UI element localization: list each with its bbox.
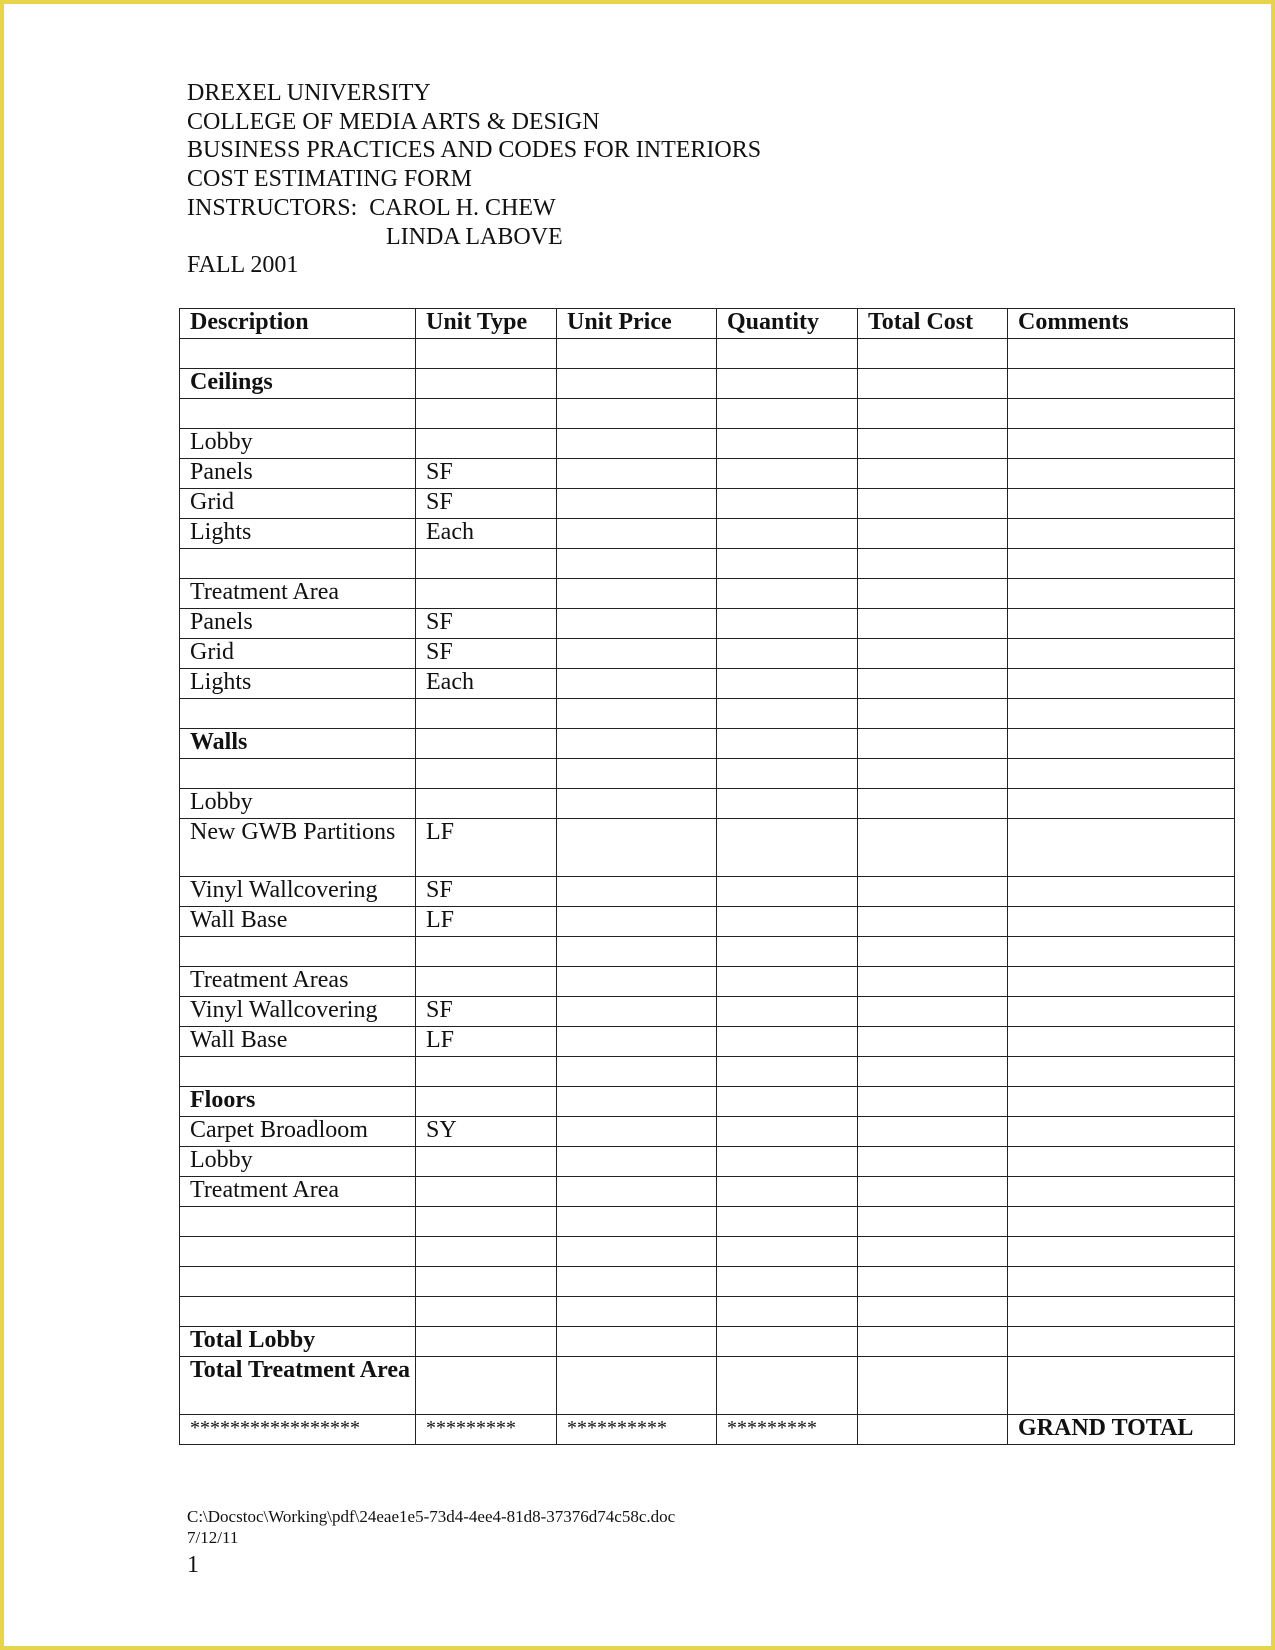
cell-description	[180, 1057, 416, 1087]
cell-description: Lobby	[180, 429, 416, 459]
cell-comments	[1008, 639, 1235, 669]
header-instructors: INSTRUCTORS: CAROL H. CHEW	[187, 194, 556, 221]
cost-estimating-table	[179, 308, 1235, 1445]
cell-unit-type	[416, 937, 557, 967]
cell-description: Panels	[180, 609, 416, 639]
column-header-unit-price: Unit Price	[557, 309, 717, 339]
table-row	[180, 399, 1235, 429]
table-row	[180, 669, 1235, 699]
cell-comments	[1008, 699, 1235, 729]
table-row	[180, 1207, 1235, 1237]
cell-comments	[1008, 1087, 1235, 1117]
cell-unit-price	[557, 639, 717, 669]
table-row	[180, 639, 1235, 669]
cell-unit-price	[557, 1087, 717, 1117]
cell-unit-price	[557, 1357, 717, 1415]
cell-description: Vinyl Wallcovering	[180, 997, 416, 1027]
cell-comments	[1008, 1147, 1235, 1177]
cell-quantity	[717, 489, 858, 519]
cell-comments	[1008, 729, 1235, 759]
cell-unit-price	[557, 1057, 717, 1087]
cell-total-cost	[858, 1117, 1008, 1147]
cell-unit-price	[557, 789, 717, 819]
cell-quantity	[717, 549, 858, 579]
table-row	[180, 1147, 1235, 1177]
cell-unit-price	[557, 967, 717, 997]
cell-unit-type: LF	[416, 1027, 557, 1057]
cell-unit-price	[557, 1237, 717, 1267]
cell-quantity	[717, 759, 858, 789]
table-row	[180, 489, 1235, 519]
header-university: DREXEL UNIVERSITY	[187, 80, 431, 106]
cell-unit-type	[416, 579, 557, 609]
cell-quantity	[717, 1057, 858, 1087]
cell-unit-price	[557, 877, 717, 907]
cell-unit-type	[416, 699, 557, 729]
cell-comments	[1008, 549, 1235, 579]
cell-unit-type	[416, 369, 557, 399]
cell-unit-type: SF	[416, 459, 557, 489]
cell-unit-price: **********	[557, 1415, 717, 1445]
cell-total-cost	[858, 1237, 1008, 1267]
cell-total-cost	[858, 549, 1008, 579]
cell-unit-type	[416, 967, 557, 997]
cell-unit-price	[557, 997, 717, 1027]
cell-unit-price	[557, 1297, 717, 1327]
cell-unit-type	[416, 1237, 557, 1267]
cell-description	[180, 937, 416, 967]
cell-unit-price	[557, 1267, 717, 1297]
cell-total-cost	[858, 459, 1008, 489]
table-row	[180, 997, 1235, 1027]
table-row	[180, 819, 1235, 877]
cell-total-cost	[858, 339, 1008, 369]
cell-comments	[1008, 1117, 1235, 1147]
cell-total-cost	[858, 1057, 1008, 1087]
table-row	[180, 1297, 1235, 1327]
cell-quantity	[717, 1267, 858, 1297]
cell-unit-type	[416, 429, 557, 459]
cell-unit-type: SY	[416, 1117, 557, 1147]
cell-quantity	[717, 907, 858, 937]
cell-quantity	[717, 1297, 858, 1327]
cell-unit-type: Each	[416, 669, 557, 699]
cell-description: Lobby	[180, 1147, 416, 1177]
cell-comments	[1008, 1327, 1235, 1357]
cell-unit-price	[557, 519, 717, 549]
cell-quantity	[717, 1327, 858, 1357]
cell-total-cost	[858, 1087, 1008, 1117]
cell-total-cost	[858, 907, 1008, 937]
cell-comments	[1008, 877, 1235, 907]
footer-date: 7/12/11	[187, 1528, 239, 1547]
cell-unit-type	[416, 1177, 557, 1207]
cell-quantity	[717, 1147, 858, 1177]
cell-unit-price	[557, 369, 717, 399]
cell-quantity	[717, 429, 858, 459]
cell-comments	[1008, 789, 1235, 819]
cell-total-cost	[858, 1177, 1008, 1207]
cell-unit-price	[557, 1117, 717, 1147]
cell-quantity	[717, 997, 858, 1027]
cell-unit-price	[557, 609, 717, 639]
cell-unit-type: LF	[416, 907, 557, 937]
cell-quantity: *********	[717, 1415, 858, 1445]
cell-description: Walls	[180, 729, 416, 759]
column-header-comments: Comments	[1008, 309, 1235, 339]
table-row	[180, 1177, 1235, 1207]
table-row	[180, 429, 1235, 459]
header-form-title: COST ESTIMATING FORM	[187, 166, 472, 193]
cell-total-cost	[858, 1415, 1008, 1445]
cell-description: Panels	[180, 459, 416, 489]
cell-description: New GWB Partitions	[180, 819, 416, 877]
cell-total-cost	[858, 699, 1008, 729]
cell-comments	[1008, 1267, 1235, 1297]
cell-unit-price	[557, 729, 717, 759]
cell-unit-type	[416, 549, 557, 579]
cell-quantity	[717, 1177, 858, 1207]
cell-unit-price	[557, 759, 717, 789]
cell-total-cost	[858, 1357, 1008, 1415]
cell-description	[180, 1297, 416, 1327]
cell-quantity	[717, 699, 858, 729]
cell-total-cost	[858, 489, 1008, 519]
table-row	[180, 1237, 1235, 1267]
cell-total-cost	[858, 369, 1008, 399]
cell-quantity	[717, 789, 858, 819]
cell-comments	[1008, 399, 1235, 429]
cell-unit-price	[557, 1207, 717, 1237]
cell-description	[180, 1237, 416, 1267]
cell-total-cost	[858, 399, 1008, 429]
cell-quantity	[717, 877, 858, 907]
cell-quantity	[717, 1207, 858, 1237]
table-row	[180, 1357, 1235, 1415]
cell-unit-type	[416, 759, 557, 789]
cell-unit-price	[557, 1027, 717, 1057]
cell-unit-type: SF	[416, 997, 557, 1027]
cell-description: Ceilings	[180, 369, 416, 399]
cell-comments	[1008, 1297, 1235, 1327]
cell-unit-price	[557, 937, 717, 967]
footer-file-path: C:\Docstoc\Working\pdf\24eae1e5-73d4-4ee4-81d8-37376d74c58c.doc	[187, 1507, 676, 1526]
cell-unit-price	[557, 819, 717, 877]
cell-unit-type	[416, 729, 557, 759]
cell-description	[180, 399, 416, 429]
cell-description: Vinyl Wallcovering	[180, 877, 416, 907]
cell-unit-type	[416, 399, 557, 429]
cell-quantity	[717, 339, 858, 369]
cell-description	[180, 549, 416, 579]
table-row	[180, 369, 1235, 399]
cell-grand-total-label: GRAND TOTAL	[1008, 1415, 1235, 1445]
table-row	[180, 759, 1235, 789]
cell-description: Grid	[180, 489, 416, 519]
cell-comments	[1008, 997, 1235, 1027]
table-row	[180, 459, 1235, 489]
cell-description: Treatment Area	[180, 579, 416, 609]
header-course: BUSINESS PRACTICES AND CODES FOR INTERIORS	[187, 137, 762, 164]
cell-quantity	[717, 369, 858, 399]
cell-comments	[1008, 519, 1235, 549]
cell-unit-price	[557, 1147, 717, 1177]
cell-quantity	[717, 459, 858, 489]
cell-unit-price	[557, 489, 717, 519]
cell-total-cost	[858, 609, 1008, 639]
cell-description: Total Treatment Area	[180, 1357, 416, 1415]
table-row	[180, 789, 1235, 819]
table-body	[180, 339, 1235, 1445]
cell-description: Floors	[180, 1087, 416, 1117]
cell-total-cost	[858, 789, 1008, 819]
table-row	[180, 967, 1235, 997]
header-instructor-2: LINDA LABOVE	[386, 223, 563, 250]
cell-unit-price	[557, 1177, 717, 1207]
header-term: FALL 2001	[187, 252, 299, 279]
cell-total-cost	[858, 967, 1008, 997]
cell-total-cost	[858, 639, 1008, 669]
cell-unit-type: *********	[416, 1415, 557, 1445]
cell-description: Lights	[180, 519, 416, 549]
table-row	[180, 1057, 1235, 1087]
cell-total-cost	[858, 819, 1008, 877]
table-row	[180, 1267, 1235, 1297]
cell-unit-type	[416, 1087, 557, 1117]
document-header	[187, 79, 761, 280]
table-row	[180, 907, 1235, 937]
cell-description	[180, 699, 416, 729]
table-row	[180, 877, 1235, 907]
cell-quantity	[717, 1117, 858, 1147]
document-footer	[187, 1506, 675, 1548]
cell-unit-type	[416, 339, 557, 369]
table-row	[180, 339, 1235, 369]
column-header-quantity: Quantity	[717, 309, 858, 339]
cell-unit-type	[416, 1327, 557, 1357]
cell-description	[180, 759, 416, 789]
cell-quantity	[717, 819, 858, 877]
cell-total-cost	[858, 1207, 1008, 1237]
cell-unit-price	[557, 669, 717, 699]
cell-unit-price	[557, 459, 717, 489]
cell-comments	[1008, 1057, 1235, 1087]
cell-unit-type: LF	[416, 819, 557, 877]
header-college: COLLEGE OF MEDIA ARTS & DESIGN	[187, 108, 600, 135]
cell-description: Treatment Area	[180, 1177, 416, 1207]
cell-total-cost	[858, 519, 1008, 549]
cell-total-cost	[858, 429, 1008, 459]
cell-comments	[1008, 369, 1235, 399]
cell-description	[180, 1207, 416, 1237]
cell-comments	[1008, 819, 1235, 877]
cell-quantity	[717, 729, 858, 759]
cell-quantity	[717, 937, 858, 967]
cell-unit-type	[416, 1207, 557, 1237]
cell-total-cost	[858, 1267, 1008, 1297]
cell-unit-type: SF	[416, 639, 557, 669]
cell-unit-price	[557, 549, 717, 579]
column-header-description: Description	[180, 309, 416, 339]
cell-unit-type: SF	[416, 877, 557, 907]
cell-unit-type: SF	[416, 489, 557, 519]
cell-comments	[1008, 429, 1235, 459]
cell-quantity	[717, 1087, 858, 1117]
table-header-row	[180, 309, 1235, 339]
cell-comments	[1008, 1027, 1235, 1057]
cell-comments	[1008, 609, 1235, 639]
cell-unit-type	[416, 1057, 557, 1087]
cell-quantity	[717, 579, 858, 609]
cell-comments	[1008, 1357, 1235, 1415]
cell-comments	[1008, 759, 1235, 789]
cell-total-cost	[858, 579, 1008, 609]
cell-quantity	[717, 609, 858, 639]
cell-unit-price	[557, 399, 717, 429]
cell-total-cost	[858, 1027, 1008, 1057]
cell-comments	[1008, 907, 1235, 937]
cell-unit-type	[416, 1357, 557, 1415]
table-row	[180, 699, 1235, 729]
table-row	[180, 1087, 1235, 1117]
cell-total-cost	[858, 1297, 1008, 1327]
cell-quantity	[717, 1027, 858, 1057]
grand-total-row	[180, 1415, 1235, 1445]
cell-unit-price	[557, 429, 717, 459]
cell-unit-price	[557, 907, 717, 937]
table-row	[180, 1027, 1235, 1057]
cell-quantity	[717, 669, 858, 699]
table-row	[180, 1327, 1235, 1357]
cell-unit-price	[557, 1327, 717, 1357]
cell-unit-type	[416, 1297, 557, 1327]
table-row	[180, 729, 1235, 759]
cell-total-cost	[858, 759, 1008, 789]
cell-total-cost	[858, 1327, 1008, 1357]
cell-description: Carpet Broadloom	[180, 1117, 416, 1147]
cell-description: Treatment Areas	[180, 967, 416, 997]
page-number: 1	[187, 1552, 199, 1578]
column-header-unit-type: Unit Type	[416, 309, 557, 339]
cell-description: Lights	[180, 669, 416, 699]
cell-comments	[1008, 967, 1235, 997]
cell-total-cost	[858, 669, 1008, 699]
cell-description: Total Lobby	[180, 1327, 416, 1357]
cell-comments	[1008, 1207, 1235, 1237]
cell-comments	[1008, 669, 1235, 699]
table-row	[180, 937, 1235, 967]
cell-unit-type: Each	[416, 519, 557, 549]
table-row	[180, 1117, 1235, 1147]
cell-unit-type	[416, 789, 557, 819]
cell-comments	[1008, 459, 1235, 489]
cell-comments	[1008, 1177, 1235, 1207]
cell-description	[180, 339, 416, 369]
cell-quantity	[717, 399, 858, 429]
cell-quantity	[717, 1237, 858, 1267]
cell-description: *****************	[180, 1415, 416, 1445]
cell-comments	[1008, 579, 1235, 609]
cell-total-cost	[858, 997, 1008, 1027]
cell-quantity	[717, 967, 858, 997]
cell-comments	[1008, 339, 1235, 369]
cell-description: Grid	[180, 639, 416, 669]
cell-unit-price	[557, 699, 717, 729]
cell-quantity	[717, 519, 858, 549]
table-row	[180, 609, 1235, 639]
cell-unit-type	[416, 1267, 557, 1297]
cell-description: Wall Base	[180, 907, 416, 937]
cell-unit-price	[557, 579, 717, 609]
cell-quantity	[717, 639, 858, 669]
cell-description: Wall Base	[180, 1027, 416, 1057]
table-row	[180, 519, 1235, 549]
cell-quantity	[717, 1357, 858, 1415]
cell-total-cost	[858, 877, 1008, 907]
table-row	[180, 579, 1235, 609]
table-row	[180, 549, 1235, 579]
cell-comments	[1008, 1237, 1235, 1267]
cell-unit-price	[557, 339, 717, 369]
cell-comments	[1008, 937, 1235, 967]
column-header-total-cost: Total Cost	[858, 309, 1008, 339]
cell-description: Lobby	[180, 789, 416, 819]
cell-comments	[1008, 489, 1235, 519]
cell-description	[180, 1267, 416, 1297]
cell-total-cost	[858, 1147, 1008, 1177]
cell-total-cost	[858, 729, 1008, 759]
cell-unit-type	[416, 1147, 557, 1177]
cell-unit-type: SF	[416, 609, 557, 639]
cell-total-cost	[858, 937, 1008, 967]
